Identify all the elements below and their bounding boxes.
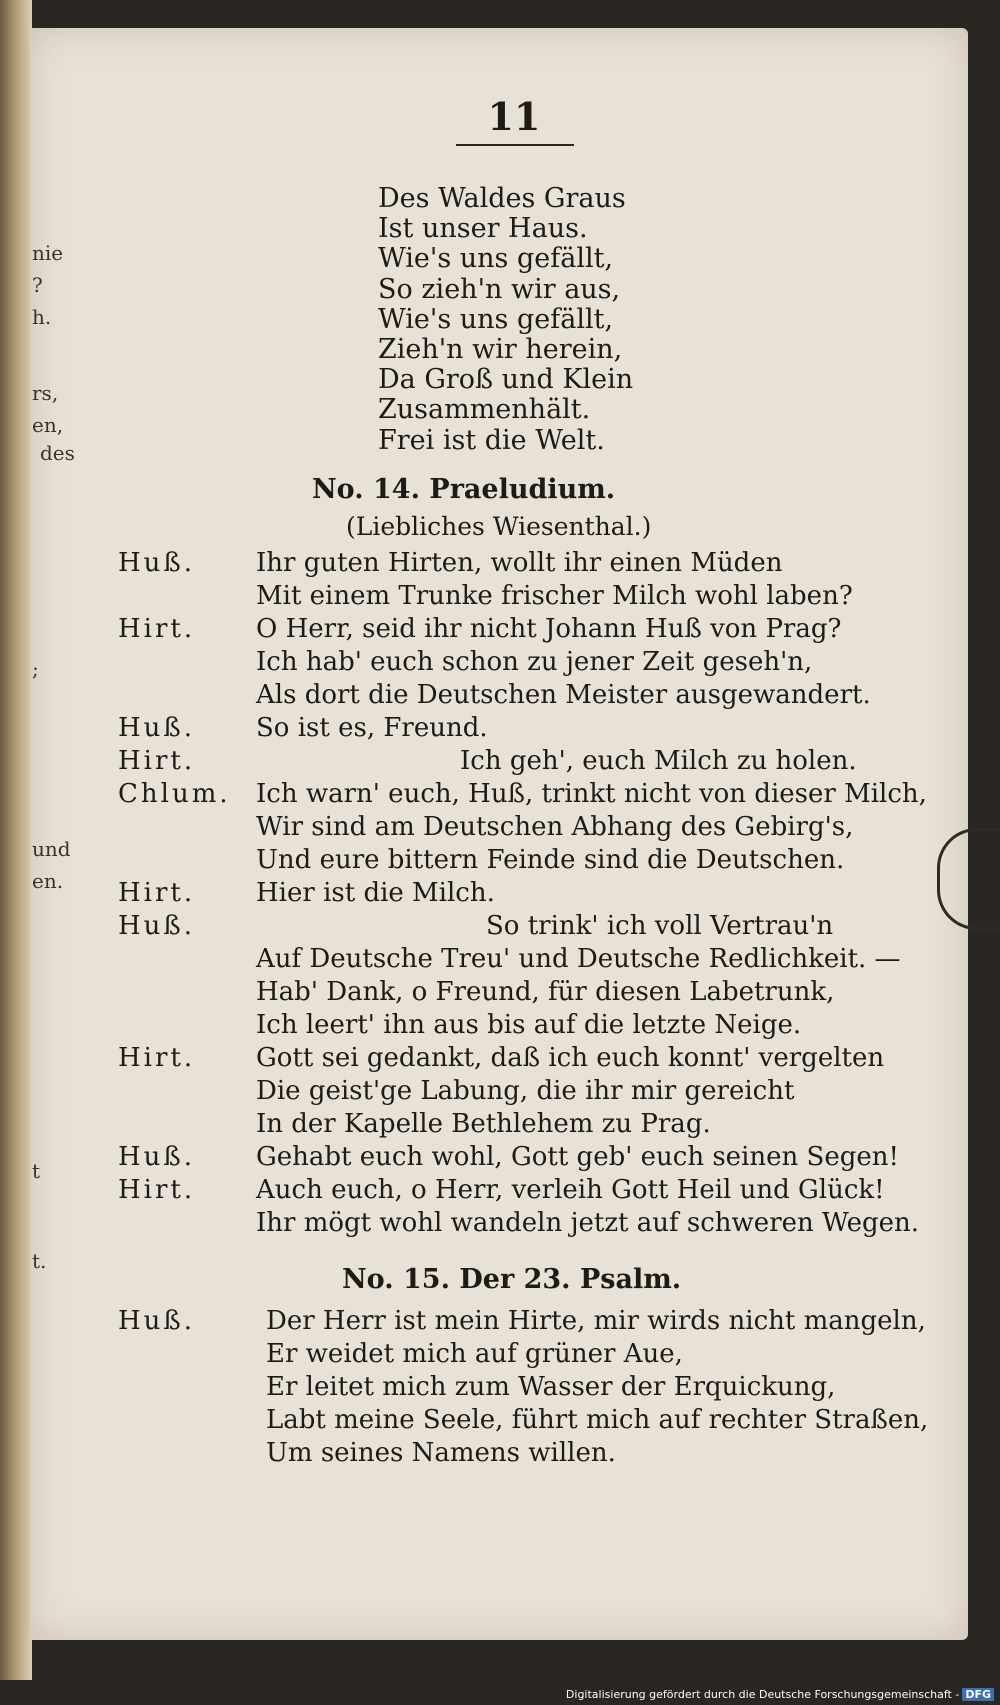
bleed-fragment: des [40,441,75,465]
dialogue-line: Um seines Namens willen. [266,1438,616,1468]
dfg-logo: DFG [962,1688,994,1701]
bleed-fragment: en. [32,869,64,893]
dialogue-row [30,878,968,911]
bleed-fragment: ? [32,273,43,297]
dialogue-line: Auch euch, o Herr, verleih Gott Heil und Glück! [256,1175,885,1205]
speaker-label: Chlum. [118,779,231,809]
footer-credit-text: Digitalisierung gefördert durch die Deutsche Forschungsgemeinschaft - [565,1688,960,1701]
dialogue-row [30,845,968,878]
book-page [30,28,968,1640]
dialogue-row [30,1438,968,1471]
dialogue-row [30,911,968,944]
dialogue-row [30,977,968,1010]
speaker-label: Huß. [118,1142,196,1172]
bleed-fragment: und [32,837,71,861]
dialogue-line: Ich geh', euch Milch zu holen. [460,746,857,776]
speaker-label: Hirt. [118,878,196,908]
speaker-label: Huß. [118,713,196,743]
bleed-fragment: t [32,1159,41,1183]
dialogue-row [30,812,968,845]
dialogue-line: Als dort die Deutschen Meister ausgewandert. [256,680,871,710]
dialogue-row [30,779,968,812]
speaker-label: Huß. [118,911,196,941]
speaker-label: Hirt. [118,1175,196,1205]
digitization-footer [566,1688,994,1701]
dialogue-line: Er leitet mich zum Wasser der Erquickung, [266,1372,836,1402]
verse-line: Zieh'n wir herein, [378,334,623,366]
verse-line: Da Groß und Klein [378,364,634,396]
dialogue-row [30,1372,968,1405]
dialogue-row [30,1109,968,1142]
dialogue-row [30,581,968,614]
dialogue-line: Wir sind am Deutschen Abhang des Gebirg's, [256,812,854,842]
verse-line: Frei ist die Welt. [378,424,605,456]
speaker-label: Huß. [118,1306,196,1336]
dialogue-row [30,746,968,779]
dialogue-line: Ihr guten Hirten, wollt ihr einen Müden [256,548,783,578]
verse-line: Zusammenhält. [378,394,591,426]
dialogue-row [30,944,968,977]
dialogue-row [30,1339,968,1372]
dialogue-line: In der Kapelle Bethlehem zu Prag. [256,1109,711,1139]
dialogue-line: Ich leert' ihn aus bis auf die letzte Neige. [256,1010,802,1040]
page-number-rule [456,144,574,146]
dialogue-line: Auf Deutsche Treu' und Deutsche Redlichkeit. — [256,944,901,974]
dialogue-row [30,1208,968,1241]
dialogue-row [30,614,968,647]
dialogue-row [30,1076,968,1109]
dialogue-row [30,1175,968,1208]
dialogue-row [30,713,968,746]
dialogue-line: Und eure bittern Feinde sind die Deutschen. [256,845,845,875]
speaker-label: Hirt. [118,1043,196,1073]
section-15-title: No. 15. Der 23. Psalm. [342,1264,682,1295]
dialogue-line: So trink' ich voll Vertrau'n [486,911,834,941]
verse-line: Des Waldes Graus [378,183,626,214]
dialogue-line: Die geist'ge Labung, die ihr mir gereicht [256,1076,795,1106]
dialogue-line: Der Herr ist mein Hirte, mir wirds nicht mangeln, [266,1306,926,1336]
dialogue-row [30,1142,968,1175]
dialogue-row [30,548,968,581]
speaker-label: Hirt. [118,746,196,776]
dialogue-row [30,1405,968,1438]
dialogue-line: Ich warn' euch, Huß, trinkt nicht von dieser Milch, [256,779,927,809]
dialogue-line: Ihr mögt wohl wandeln jetzt auf schweren Wegen. [256,1208,920,1238]
dialogue-line: Er weidet mich auf grüner Aue, [266,1339,683,1369]
dialogue-row [30,647,968,680]
opening-verse [378,184,633,456]
verse-line: Ist unser Haus. [378,213,588,245]
verse-line: Wie's uns gefällt, [378,303,614,335]
bleed-fragment: nie [32,241,64,265]
dialogue-row [30,1306,968,1339]
section-14-title: No. 14. Praeludium. [312,474,616,505]
dialogue-line: Hier ist die Milch. [256,878,495,908]
section-14-subtitle: (Liebliches Wiesenthal.) [346,512,652,541]
dialogue-line: Hab' Dank, o Freund, für diesen Labetrunk, [256,977,835,1007]
dialogue-row [30,680,968,713]
bleed-fragment: h. [32,305,52,329]
verse-line: Wie's uns gefällt, [378,243,614,275]
bleed-fragment: t. [32,1249,47,1273]
dialogue-line: Gehabt euch wohl, Gott geb' euch seinen Segen! [256,1142,899,1172]
verse-line: So zieh'n wir aus, [378,273,621,305]
dialogue-row [30,1043,968,1076]
dialogue-line: Labt meine Seele, führt mich auf rechter Straßen, [266,1405,929,1435]
speaker-label: Hirt. [118,614,196,644]
speaker-label: Huß. [118,548,196,578]
dialogue-line: Gott sei gedankt, daß ich euch konnt' vergelten [256,1043,885,1073]
dialogue-line: O Herr, seid ihr nicht Johann Huß von Prag? [256,614,842,644]
dialogue-line: Ich hab' euch schon zu jener Zeit geseh'n, [256,647,813,677]
bleed-fragment: en, [32,413,64,437]
dialogue-line: Mit einem Trunke frischer Milch wohl laben? [256,581,853,611]
book-spine [0,0,32,1680]
dialogue-row [30,1010,968,1043]
dialogue-line: So ist es, Freund. [256,713,488,743]
bleed-fragment: ; [32,657,39,681]
bleed-fragment: rs, [32,381,59,405]
page-number: 11 [487,94,541,139]
